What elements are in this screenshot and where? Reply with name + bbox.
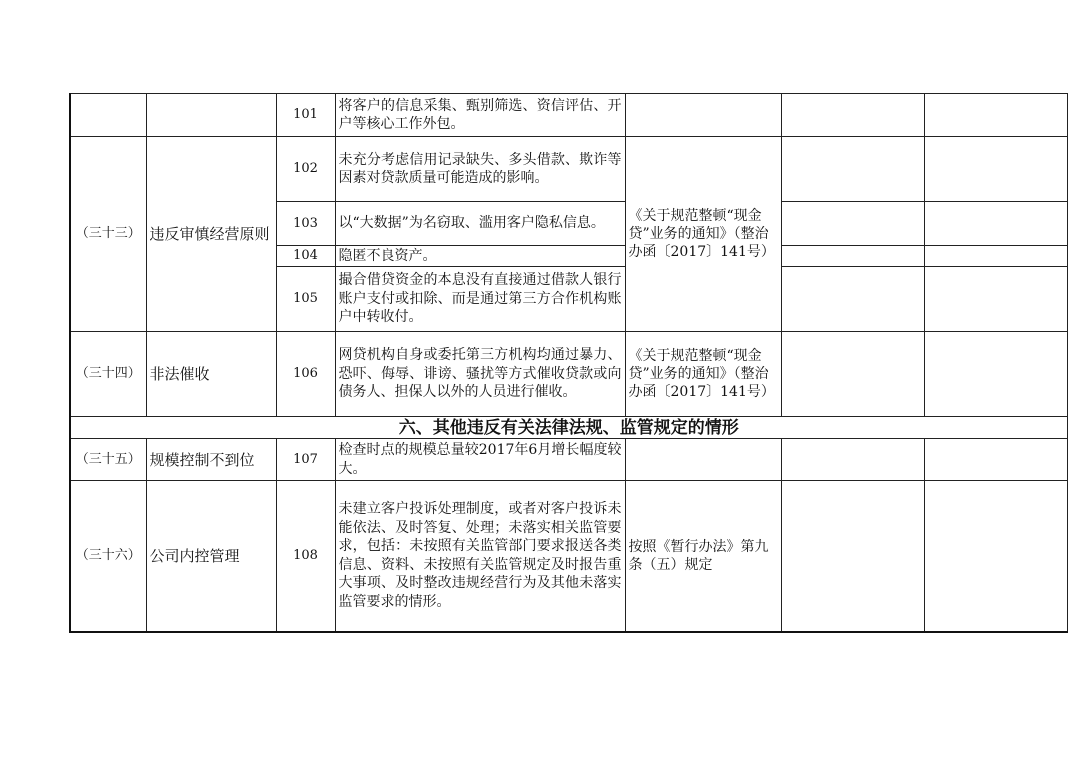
regulation-table (69, 93, 1068, 633)
item-name: 非法催收 (146, 332, 276, 417)
item-name-cell (146, 94, 276, 137)
item-name: 公司内控管理 (146, 481, 276, 632)
empty-cell (924, 202, 1067, 246)
table-row (70, 94, 1067, 137)
category-code: （三十四） (70, 332, 146, 417)
row-description: 撮合借贷资金的本息没有直接通过借款人银行账户支付或扣除、而是通过第三方合作机构账户中转收付。 (335, 267, 625, 332)
row-number: 108 (276, 481, 335, 632)
table-row (70, 481, 1067, 632)
empty-cell (781, 267, 924, 332)
row-description: 将客户的信息采集、甄别筛选、资信评估、开户等核心工作外包。 (335, 94, 625, 137)
item-name: 规模控制不到位 (146, 439, 276, 481)
section-heading: 六、其他违反有关法律法规、监管规定的情形 (70, 417, 1067, 439)
category-code: （三十三） (70, 137, 146, 332)
row-description: 网贷机构自身或委托第三方机构均通过暴力、恐吓、侮辱、诽谤、骚扰等方式催收贷款或向债务人、担保人以外的人员进行催收。 (335, 332, 625, 417)
table-row (70, 439, 1067, 481)
table-row (70, 417, 1067, 439)
empty-cell (924, 137, 1067, 202)
regulation-basis: 按照《暂行办法》第九条（五）规定 (625, 481, 781, 632)
row-number: 106 (276, 332, 335, 417)
row-description: 未充分考虑信用记录缺失、多头借款、欺诈等因素对贷款质量可能造成的影响。 (335, 137, 625, 202)
row-number: 101 (276, 94, 335, 137)
row-number: 103 (276, 202, 335, 246)
empty-cell (781, 137, 924, 202)
item-name: 违反审慎经营原则 (146, 137, 276, 332)
empty-cell (924, 332, 1067, 417)
empty-cell (781, 481, 924, 632)
category-cell (70, 94, 146, 137)
table-row (70, 332, 1067, 417)
category-code: （三十五） (70, 439, 146, 481)
row-number: 104 (276, 246, 335, 267)
category-code: （三十六） (70, 481, 146, 632)
table-row (70, 137, 1067, 202)
empty-cell (781, 246, 924, 267)
row-description: 隐匿不良资产。 (335, 246, 625, 267)
empty-cell (781, 202, 924, 246)
empty-cell (781, 332, 924, 417)
row-number: 102 (276, 137, 335, 202)
regulation-basis: 《关于规范整顿“现金贷”业务的通知》（整治办函〔2017〕141号） (625, 137, 781, 332)
empty-cell (924, 439, 1067, 481)
empty-cell (924, 267, 1067, 332)
empty-cell (781, 94, 924, 137)
basis-cell (625, 94, 781, 137)
empty-cell (924, 94, 1067, 137)
row-number: 107 (276, 439, 335, 481)
regulation-basis: 《关于规范整顿“现金贷”业务的通知》（整治办函〔2017〕141号） (625, 332, 781, 417)
empty-cell (781, 439, 924, 481)
row-description: 检查时点的规模总量较2017年6月增长幅度较大。 (335, 439, 625, 481)
row-description: 以“大数据”为名窃取、滥用客户隐私信息。 (335, 202, 625, 246)
regulation-basis (625, 439, 781, 481)
row-description: 未建立客户投诉处理制度，或者对客户投诉未能依法、及时答复、处理；未落实相关监管要求，包括：未按照有关监管部门要求报送各类信息、资料、未按照有关监管规定及时报告重大事项、及时整改违规经营行为及其他未落实监管要求的情形。 (335, 481, 625, 632)
empty-cell (924, 481, 1067, 632)
empty-cell (924, 246, 1067, 267)
row-number: 105 (276, 267, 335, 332)
